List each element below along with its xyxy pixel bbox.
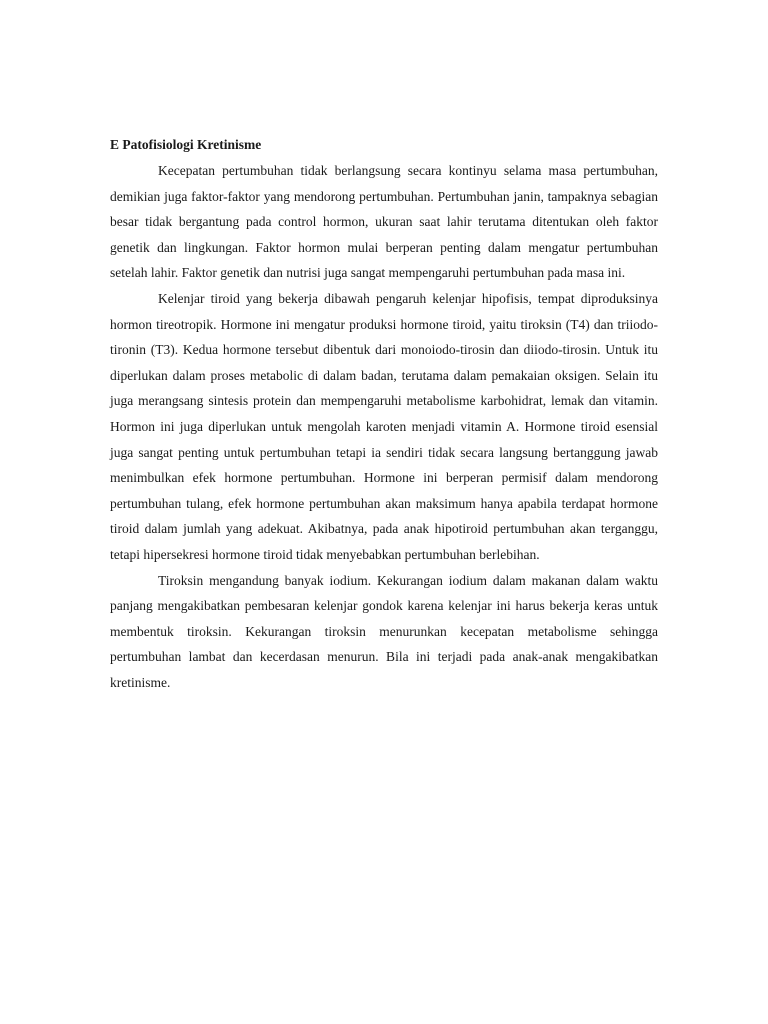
section-heading: E Patofisiologi Kretinisme (110, 137, 262, 152)
paragraph-thyroid: Kelenjar tiroid yang bekerja dibawah pengaruh kelenjar hipofisis, tempat diproduksinya hormon tireotropik. Hormone ini mengatur produksi hormone tiroid, yaitu tiroksin (T4) dan triiodo-tironin (T3). Kedua hormone tersebut dibentuk dari monoiodo-tirosin dan diiodo-tirosin. Untuk itu diperlukan dalam proses metabolic di dalam badan, terutama dalam pemakaian oksigen. Selain itu juga merangsang sintesis protein dan mempengaruhi metabolisme karbohidrat, lemak dan vitamin. Hormon ini juga diperlukan untuk mengolah karoten menjadi vitamin A. Hormone tiroid esensial juga sangat penting untuk pertumbuhan tetapi ia sendiri tidak secara langsung bertanggung jawab menimbulkan efek hormone pertumbuhan. Hormone ini berperan permisif dalam mendorong pertumbuhan tulang, efek hormone pertumbuhan akan maksimum hanya apabila terdapat hormone tiroid dalam jumlah yang adekuat. Akibatnya, pada anak hipotiroid pertumbuhan akan terganggu, tetapi hipersekresi hormone tiroid tidak menyebabkan pertumbuhan berlebihan. (110, 290, 658, 562)
paragraph-iodine: Tiroksin mengandung banyak iodium. Kekurangan iodium dalam makanan dalam waktu panjang mengakibatkan pembesaran kelenjar gondok karena kelenjar ini harus bekerja keras untuk membentuk tiroksin. Kekurangan tiroksin menurunkan kecepatan metabolisme sehingga pertumbuhan lambat dan kecerdasan menurun. Bila ini terjadi pada anak-anak mengakibatkan kretinisme. (110, 572, 658, 690)
document-page (110, 132, 658, 695)
paragraph-growth: Kecepatan pertumbuhan tidak berlangsung secara kontinyu selama masa pertumbuhan, demikian juga faktor-faktor yang mendorong pertumbuhan. Pertumbuhan janin, tampaknya sebagian besar tidak bergantung pada control hormon, ukuran saat lahir terutama ditentukan oleh faktor genetik dan lingkungan. Faktor hormon mulai berperan penting dalam mengatur pertumbuhan setelah lahir. Faktor genetik dan nutrisi juga sangat mempengaruhi pertumbuhan pada masa ini. (110, 163, 658, 281)
